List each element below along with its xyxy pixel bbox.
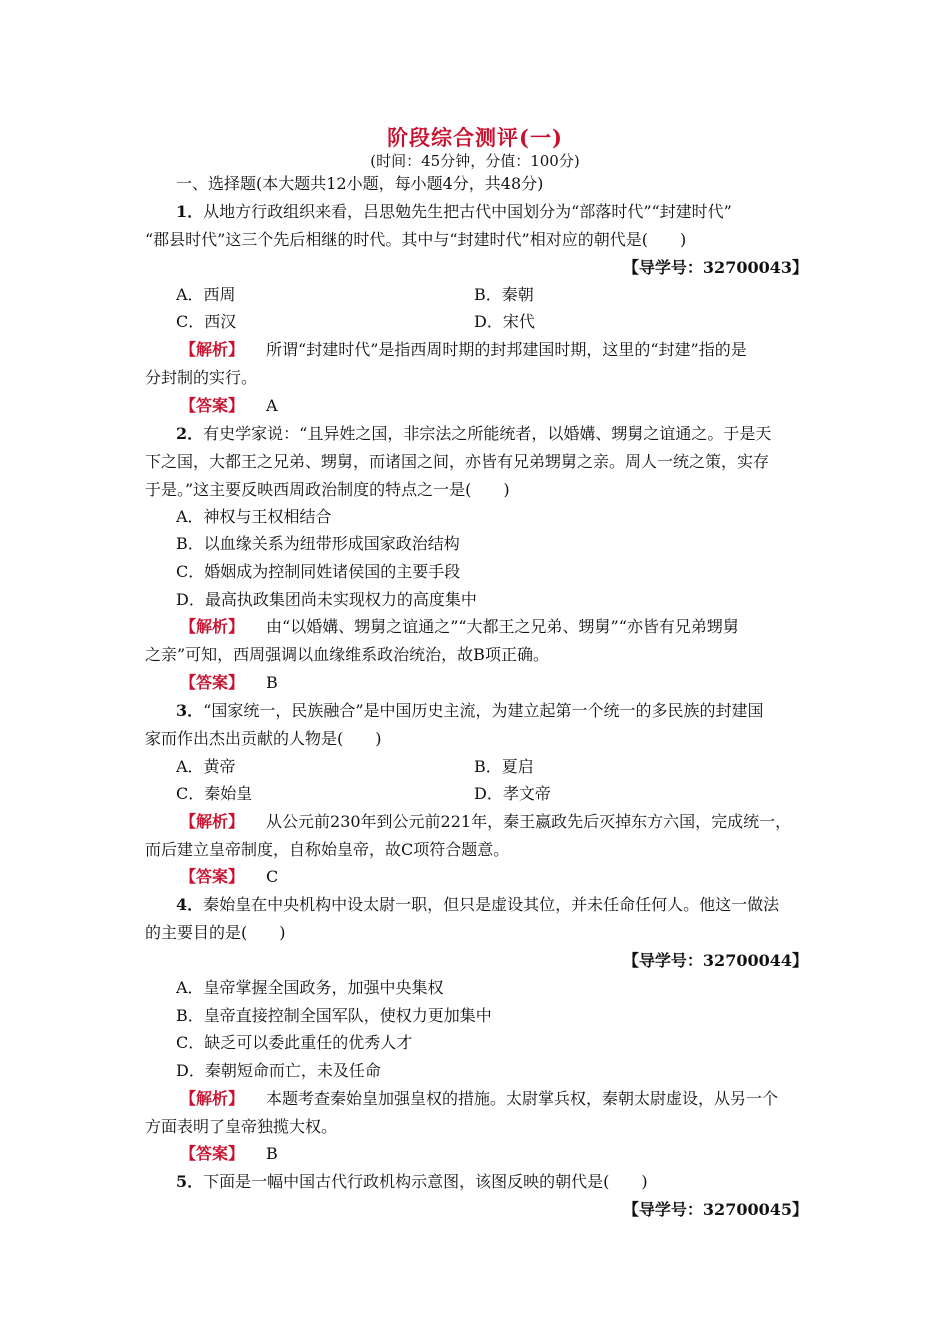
question-2-answer: 【答案】 B (180, 673, 278, 692)
question-1-option-b: B．秦朝 (474, 285, 534, 304)
question-2-option-c: C．婚姻成为控制同姓诸侯国的主要手段 (176, 562, 461, 581)
question-1-option-a: A．西周 (176, 285, 236, 304)
question-4-option-c: C．缺乏可以委此重任的优秀人才 (176, 1033, 413, 1052)
question-1-option-c: C．西汉 (176, 312, 237, 331)
question-4-guide-number: 【导学号：32700044】 (622, 951, 808, 970)
question-3-analysis-cont: 而后建立皇帝制度，自称始皇帝，故C项符合题意。 (145, 840, 510, 859)
question-2-line-3: 于是。”这主要反映西周政治制度的特点之一是( ) (145, 480, 510, 499)
question-2-option-d: D．最高执政集团尚未实现权力的高度集中 (176, 590, 477, 609)
question-2-line-1: 2．有史学家说：“且异姓之国，非宗法之所能统者，以婚媾、甥舅之谊通之。于是天 (176, 424, 772, 443)
question-4-analysis-cont: 方面表明了皇帝独揽大权。 (145, 1117, 338, 1136)
question-2-analysis: 【解析】 由“以婚媾、甥舅之谊通之”“大都王之兄弟、甥舅”“亦皆有兄弟甥舅 (180, 617, 739, 636)
question-1-guide-number: 【导学号：32700043】 (622, 258, 808, 277)
question-1-analysis: 【解析】 所谓“封建时代”是指西周时期的封邦建国时期，这里的“封建”指的是 (180, 340, 747, 359)
question-4-option-b: B．皇帝直接控制全国军队，使权力更加集中 (176, 1006, 492, 1025)
question-1-line-2: “郡县时代”这三个先后相继的时代。其中与“封建时代”相对应的朝代是( ) (145, 230, 687, 249)
question-2-analysis-cont: 之亲”可知，西周强调以血缘维系政治统治，故B项正确。 (145, 645, 549, 664)
question-4-answer: 【答案】 B (180, 1144, 278, 1163)
question-4-option-a: A．皇帝掌握全国政务，加强中央集权 (176, 978, 444, 997)
exam-time-score: (时间：45分钟，分值：100分) (370, 152, 580, 170)
question-3-line-2: 家而作出杰出贡献的人物是( ) (145, 729, 382, 748)
question-1-line-1: 1．从地方行政组织来看，吕思勉先生把古代中国划分为“部落时代”“封建时代” (176, 202, 732, 221)
section-heading: 一、选择题(本大题共12小题，每小题4分，共48分) (176, 174, 544, 193)
question-4-analysis: 【解析】 本题考查秦始皇加强皇权的措施。太尉掌兵权，秦朝太尉虚设，从另一个 (180, 1089, 779, 1108)
question-5-line-1: 5．下面是一幅中国古代行政机构示意图，该图反映的朝代是( ) (176, 1172, 648, 1191)
question-4-option-d: D．秦朝短命而亡，未及任命 (176, 1061, 381, 1080)
question-3-option-a: A．黄帝 (176, 757, 236, 776)
question-2-option-b: B．以血缘关系为纽带形成国家政治结构 (176, 534, 460, 553)
question-1-option-d: D．宋代 (474, 312, 535, 331)
question-2-option-a: A．神权与王权相结合 (176, 507, 332, 526)
question-4-line-1: 4．秦始皇在中央机构中设太尉一职，但只是虚设其位，并未任命任何人。他这一做法 (176, 895, 780, 914)
question-3-analysis: 【解析】 从公元前230年到公元前221年，秦王嬴政先后灭掉东方六国，完成统一， (180, 812, 792, 831)
question-1-analysis-cont: 分封制的实行。 (145, 368, 258, 387)
question-3-option-b: B．夏启 (474, 757, 534, 776)
question-3-answer: 【答案】 C (180, 867, 279, 886)
question-5-guide-number: 【导学号：32700045】 (622, 1200, 808, 1219)
page-title: 阶段综合测评(一) (387, 125, 563, 150)
question-4-line-2: 的主要目的是( ) (145, 923, 286, 942)
question-3-line-1: 3．“国家统一，民族融合”是中国历史主流，为建立起第一个统一的多民族的封建国 (176, 701, 764, 720)
question-3-option-c: C．秦始皇 (176, 784, 253, 803)
question-3-option-d: D．孝文帝 (474, 784, 551, 803)
question-2-line-2: 下之国，大都王之兄弟、甥舅，而诸国之间，亦皆有兄弟甥舅之亲。周人一统之策，实存 (145, 452, 770, 471)
question-1-answer: 【答案】 A (180, 396, 278, 415)
